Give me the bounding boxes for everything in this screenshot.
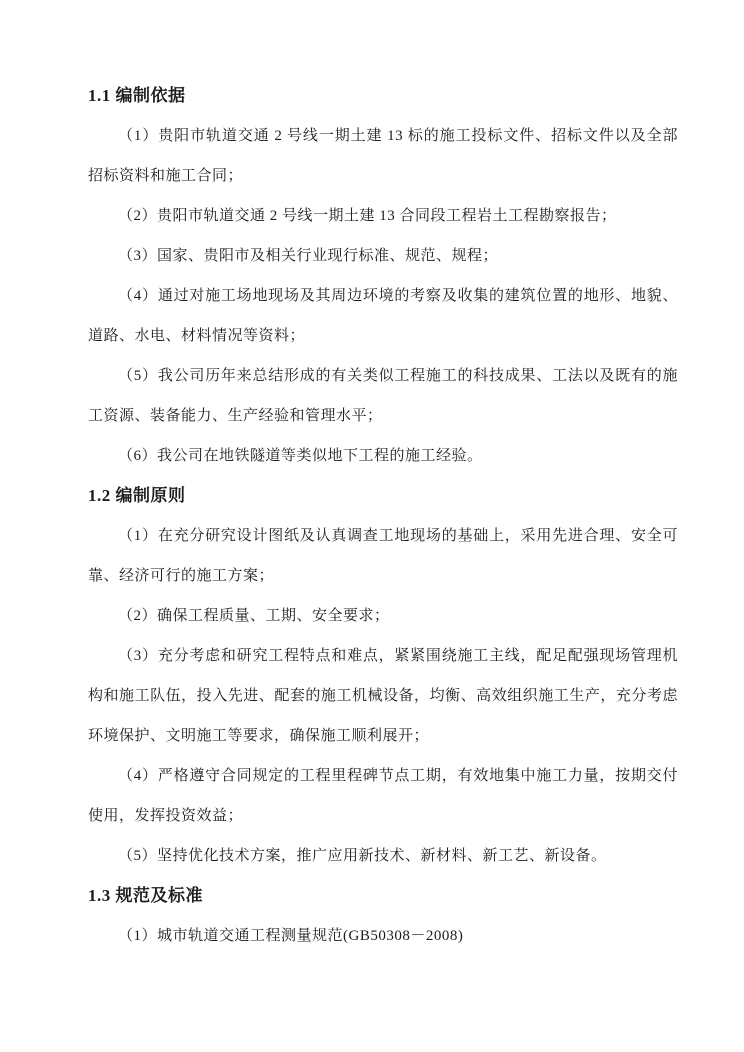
paragraph: （6）我公司在地铁隧道等类似地下工程的施工经验。: [118, 448, 483, 464]
paragraph: （3）充分考虑和研究工程特点和难点，紧紧围绕施工主线，配足配强现场管理机构和施工队伍，投入先进、配套的施工机械设备，均衡、高效组织施工生产，充分考虑环境保护、文明施工等要求，确保施工顺利展开；: [88, 648, 678, 744]
paragraph: （1）贵阳市轨道交通 2 号线一期土建 13 标的施工投标文件、招标文件以及全部招标资料和施工合同；: [88, 128, 678, 184]
section-compilation-principles: [88, 484, 678, 876]
paragraph: （4）通过对施工场地现场及其周边环境的考察及收集的建筑位置的地形、地貌、道路、水电、材料情况等资料；: [88, 288, 678, 344]
paragraph: （4）严格遵守合同规定的工程里程碑节点工期，有效地集中施工力量，按期交付使用，发挥投资效益；: [88, 768, 678, 824]
paragraph: （2）确保工程质量、工期、安全要求；: [118, 608, 390, 624]
section-heading: 1.2 编制原则: [88, 486, 186, 505]
paragraph: （3）国家、贵阳市及相关行业现行标准、规范、规程；: [118, 248, 499, 264]
paragraph: （1）在充分研究设计图纸及认真调查工地现场的基础上，采用先进合理、安全可靠、经济可行的施工方案；: [88, 528, 678, 584]
section-codes-and-standards: [88, 884, 678, 956]
paragraph: （1）城市轨道交通工程测量规范(GB50308－2008): [118, 928, 464, 944]
section-heading: 1.3 规范及标准: [88, 886, 203, 905]
paragraph: （2）贵阳市轨道交通 2 号线一期土建 13 合同段工程岩土工程勘察报告；: [118, 208, 617, 224]
section-heading: 1.1 编制依据: [88, 86, 186, 105]
paragraph: （5）坚持优化技术方案，推广应用新技术、新材料、新工艺、新设备。: [118, 848, 607, 864]
paragraph: （5）我公司历年来总结形成的有关类似工程施工的科技成果、工法以及既有的施工资源、装备能力、生产经验和管理水平；: [88, 368, 678, 424]
section-compilation-basis: [88, 84, 678, 476]
